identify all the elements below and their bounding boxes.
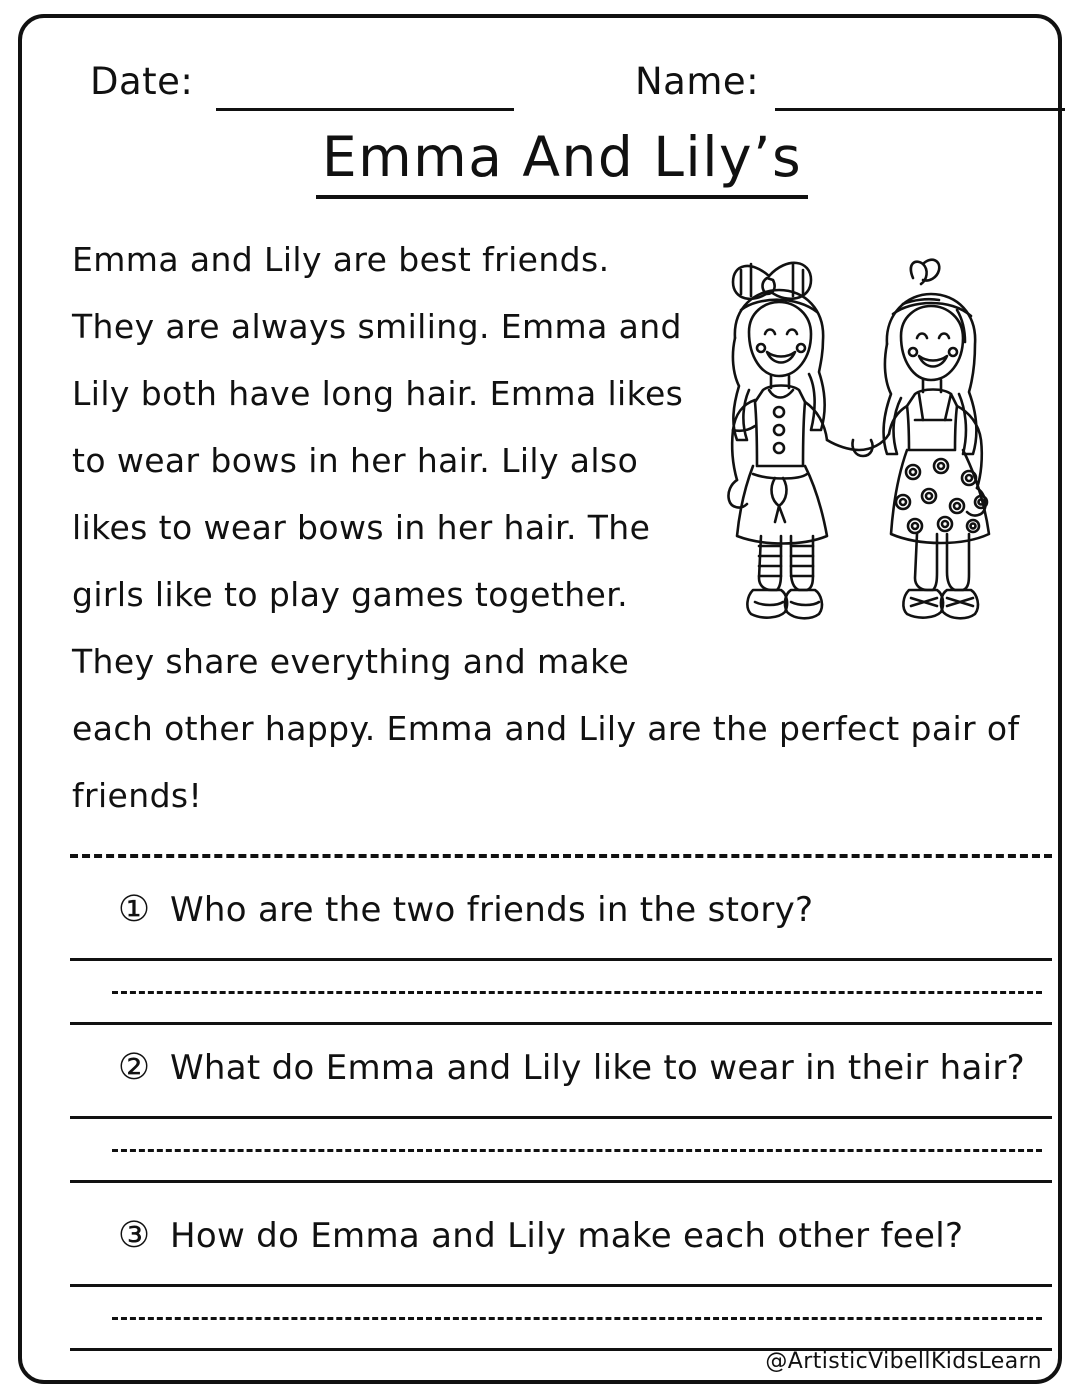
answer-area[interactable]: [70, 1284, 1052, 1351]
credit-watermark: @ArtisticVibellKidsLearn: [765, 1349, 1042, 1374]
reading-passage: [72, 226, 1052, 829]
section-divider: [70, 854, 1052, 858]
answer-area[interactable]: [70, 1116, 1052, 1183]
question-number: ①: [117, 889, 151, 930]
date-label: Date:: [90, 60, 194, 103]
name-label: Name:: [635, 60, 760, 103]
question-item: [70, 1048, 1052, 1183]
page-title: Emma And Lily’s: [316, 126, 808, 199]
question-number: ③: [117, 1215, 151, 1256]
answer-line-dashed: [112, 1317, 1042, 1320]
question-row: [70, 1048, 1052, 1104]
answer-line-solid: [70, 1116, 1052, 1119]
answer-line-dashed: [112, 991, 1042, 994]
question-text: What do Emma and Lily like to wear in their hair?: [170, 1048, 1026, 1088]
question-row: [70, 890, 1052, 946]
passage-text: Emma and Lily are best friends. They are always smiling. Emma and Lily both have long hair. Emma likes to wear bows in her hair. Lily also likes to wear bows in her hair. The girls like to play games together. They share everything and make each other happy. Emma and Lily are the perfect pair of friends!: [72, 240, 1020, 815]
name-input[interactable]: [775, 108, 1065, 111]
page-border: [18, 14, 1062, 1384]
header: [70, 56, 1050, 122]
answer-line-solid: [70, 1284, 1052, 1287]
answer-line-solid: [70, 1180, 1052, 1183]
answer-line-solid: [70, 958, 1052, 961]
page-content: [56, 48, 1068, 1386]
question-item: [70, 1216, 1052, 1351]
answer-area[interactable]: [70, 958, 1052, 1025]
answer-line-dashed: [112, 1149, 1042, 1152]
question-text: How do Emma and Lily make each other feel?: [170, 1216, 964, 1256]
date-input[interactable]: [216, 108, 514, 111]
question-number: ②: [117, 1047, 151, 1088]
question-item: [70, 890, 1052, 1025]
two-girls-friends-illustration: [707, 234, 1052, 654]
question-text: Who are the two friends in the story?: [170, 890, 814, 930]
title-container: [56, 126, 1068, 199]
question-row: [70, 1216, 1052, 1272]
answer-line-solid: [70, 1022, 1052, 1025]
